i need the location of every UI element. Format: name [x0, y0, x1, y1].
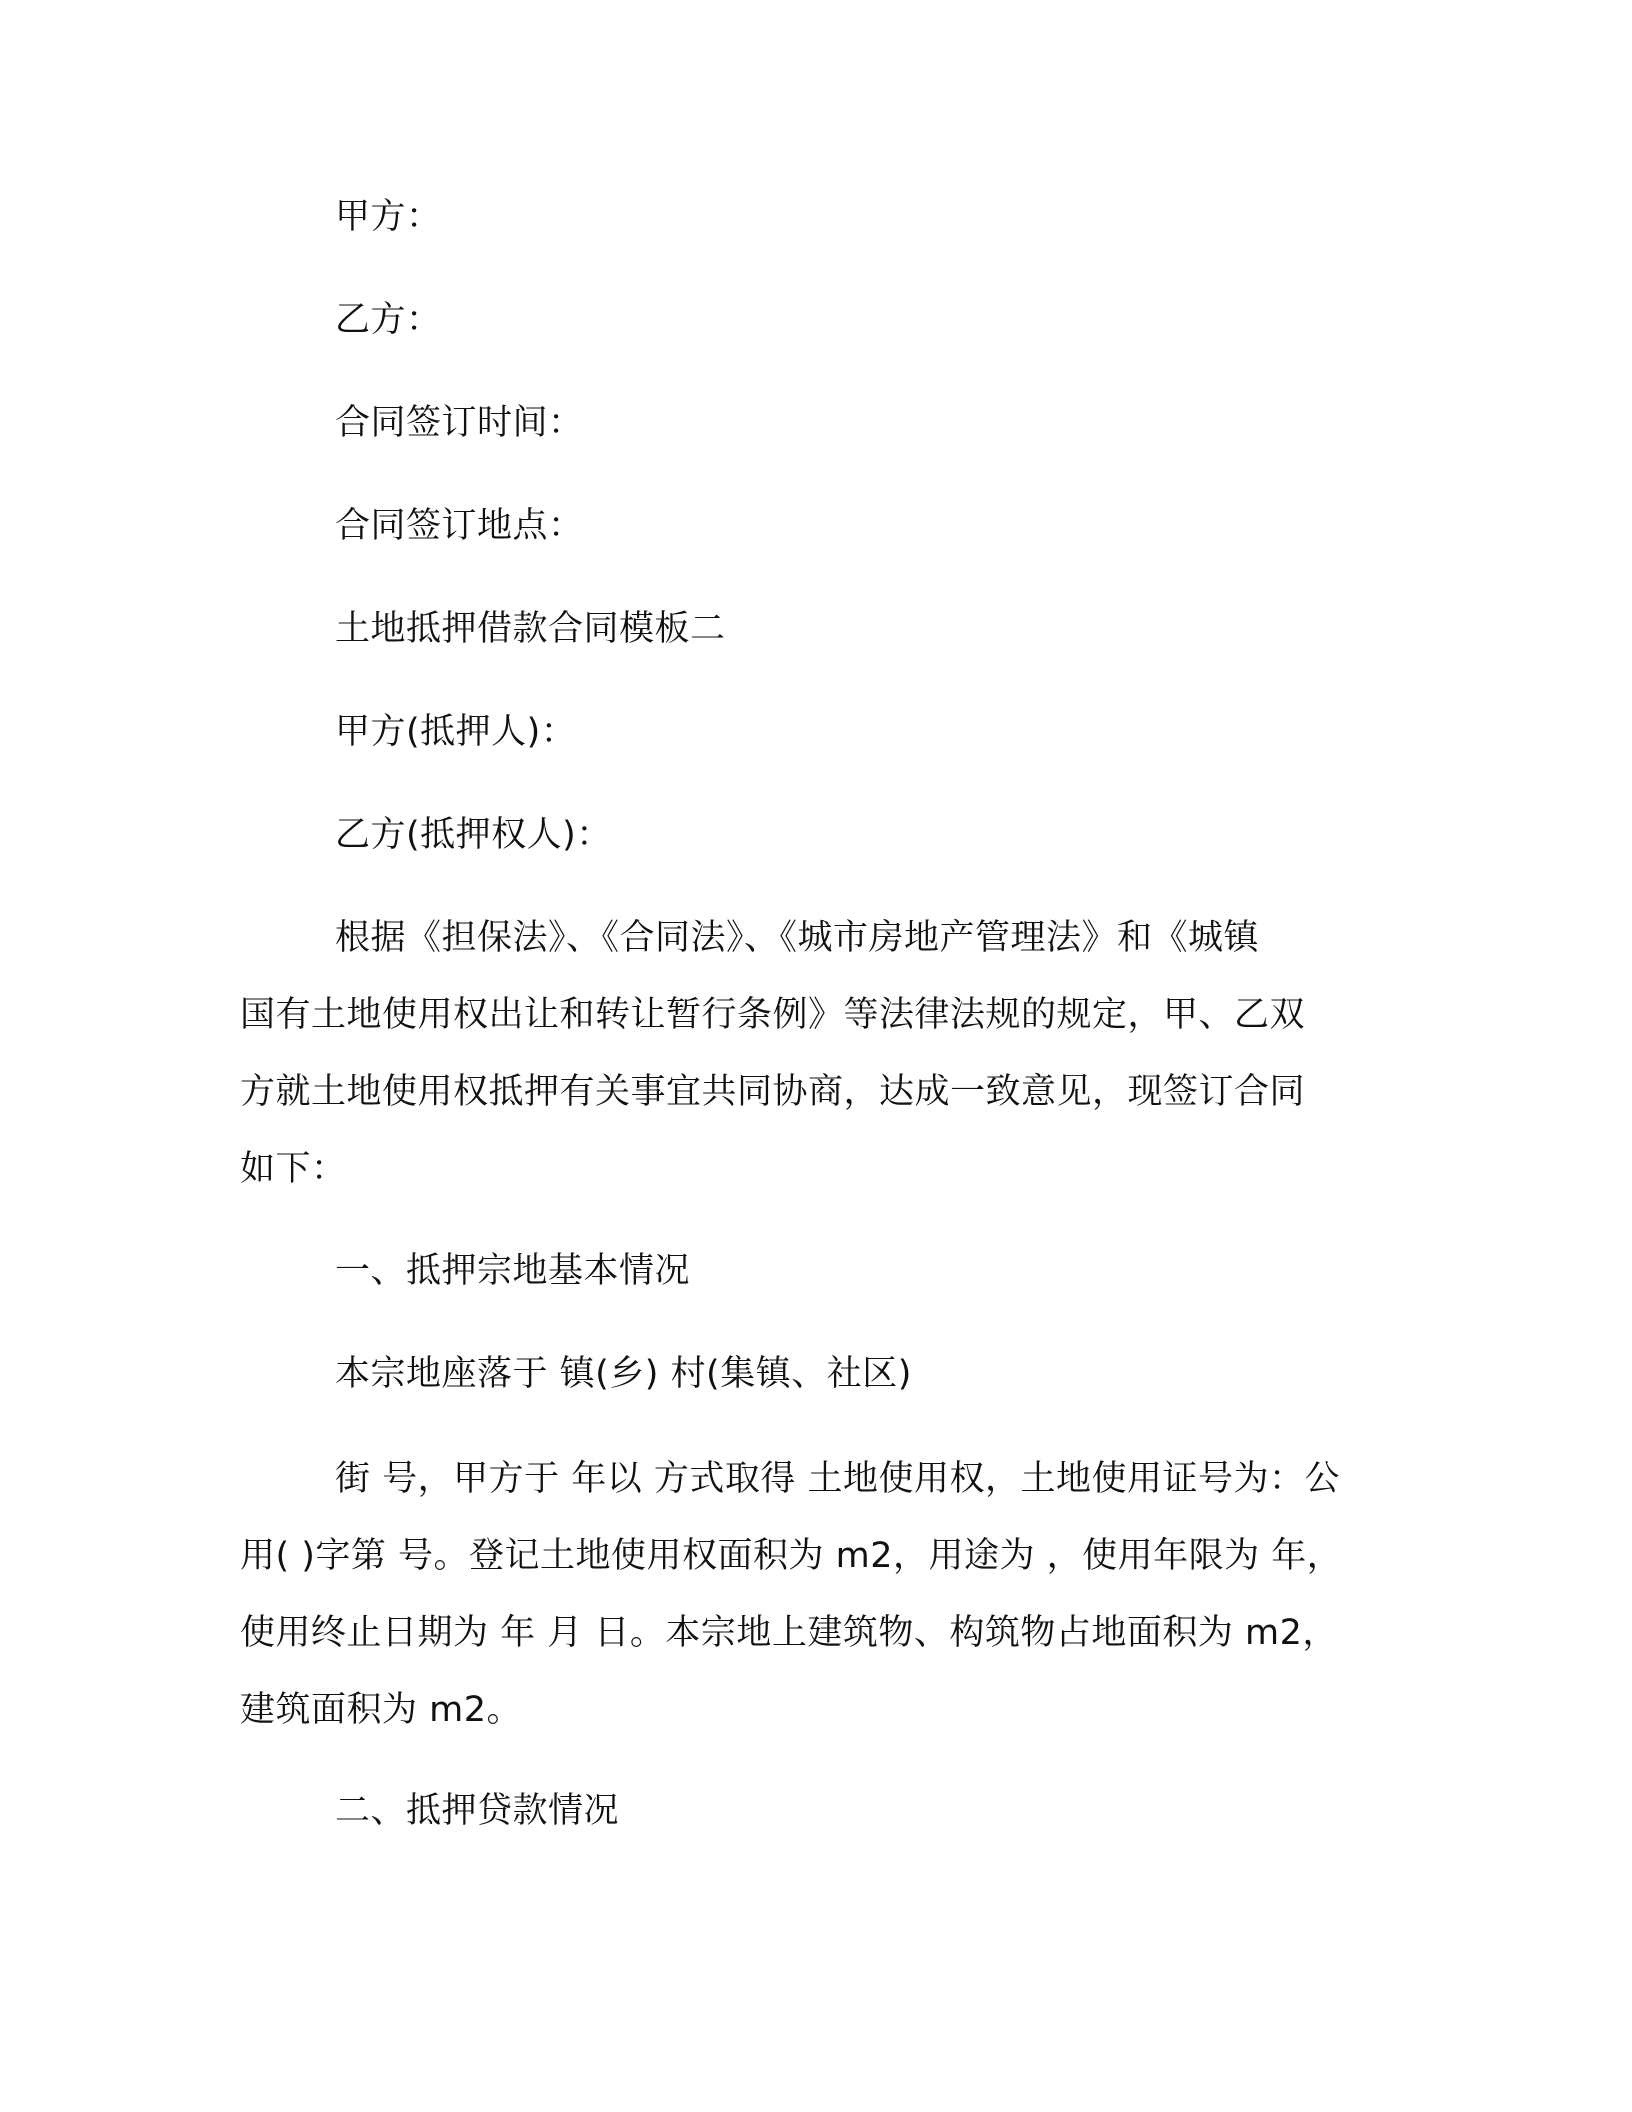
party-a-label: 甲方：: [335, 197, 442, 237]
template-title: 土地抵押借款合同模板二: [335, 609, 726, 649]
party-b-label: 乙方：: [335, 300, 442, 340]
intro-line: 根据《担保法》、《合同法》、《城市房地产管理法》和《城镇: [335, 918, 1260, 958]
section1-paragraph: [240, 1441, 1380, 1749]
section1-location-line: 本宗地座落于 镇(乡) 村(集镇、社区): [335, 1354, 912, 1394]
sign-place-label: 合同签订地点：: [335, 506, 584, 546]
intro-line: 方就土地使用权抵押有关事宜共同协商，达成一致意见，现签订合同: [240, 1072, 1306, 1112]
sign-time-label: 合同签订时间：: [335, 403, 584, 443]
section2-title: 二、抵押贷款情况: [335, 1791, 620, 1831]
section1-title: 一、抵押宗地基本情况: [335, 1251, 691, 1291]
section1-line: 使用终止日期为 年 月 日。本宗地上建筑物、构筑物占地面积为 m2，: [240, 1613, 1338, 1653]
intro-line: 如下：: [240, 1149, 347, 1189]
mortgagee-label: 乙方(抵押权人)：: [335, 815, 612, 855]
intro-paragraph: [240, 900, 1380, 1208]
section1-line: 用( )字第 号。登记土地使用权面积为 m2，用途为 ，使用年限为 年，: [240, 1536, 1343, 1576]
intro-line: 国有土地使用权出让和转让暂行条例》等法律法规的规定，甲、乙双: [240, 995, 1306, 1035]
mortgagor-label: 甲方(抵押人)：: [335, 712, 577, 752]
section1-line: 建筑面积为 m2。: [240, 1690, 522, 1730]
section1-line: 街 号，甲方于 年以 方式取得 土地使用权，土地使用证号为：公: [335, 1459, 1341, 1499]
